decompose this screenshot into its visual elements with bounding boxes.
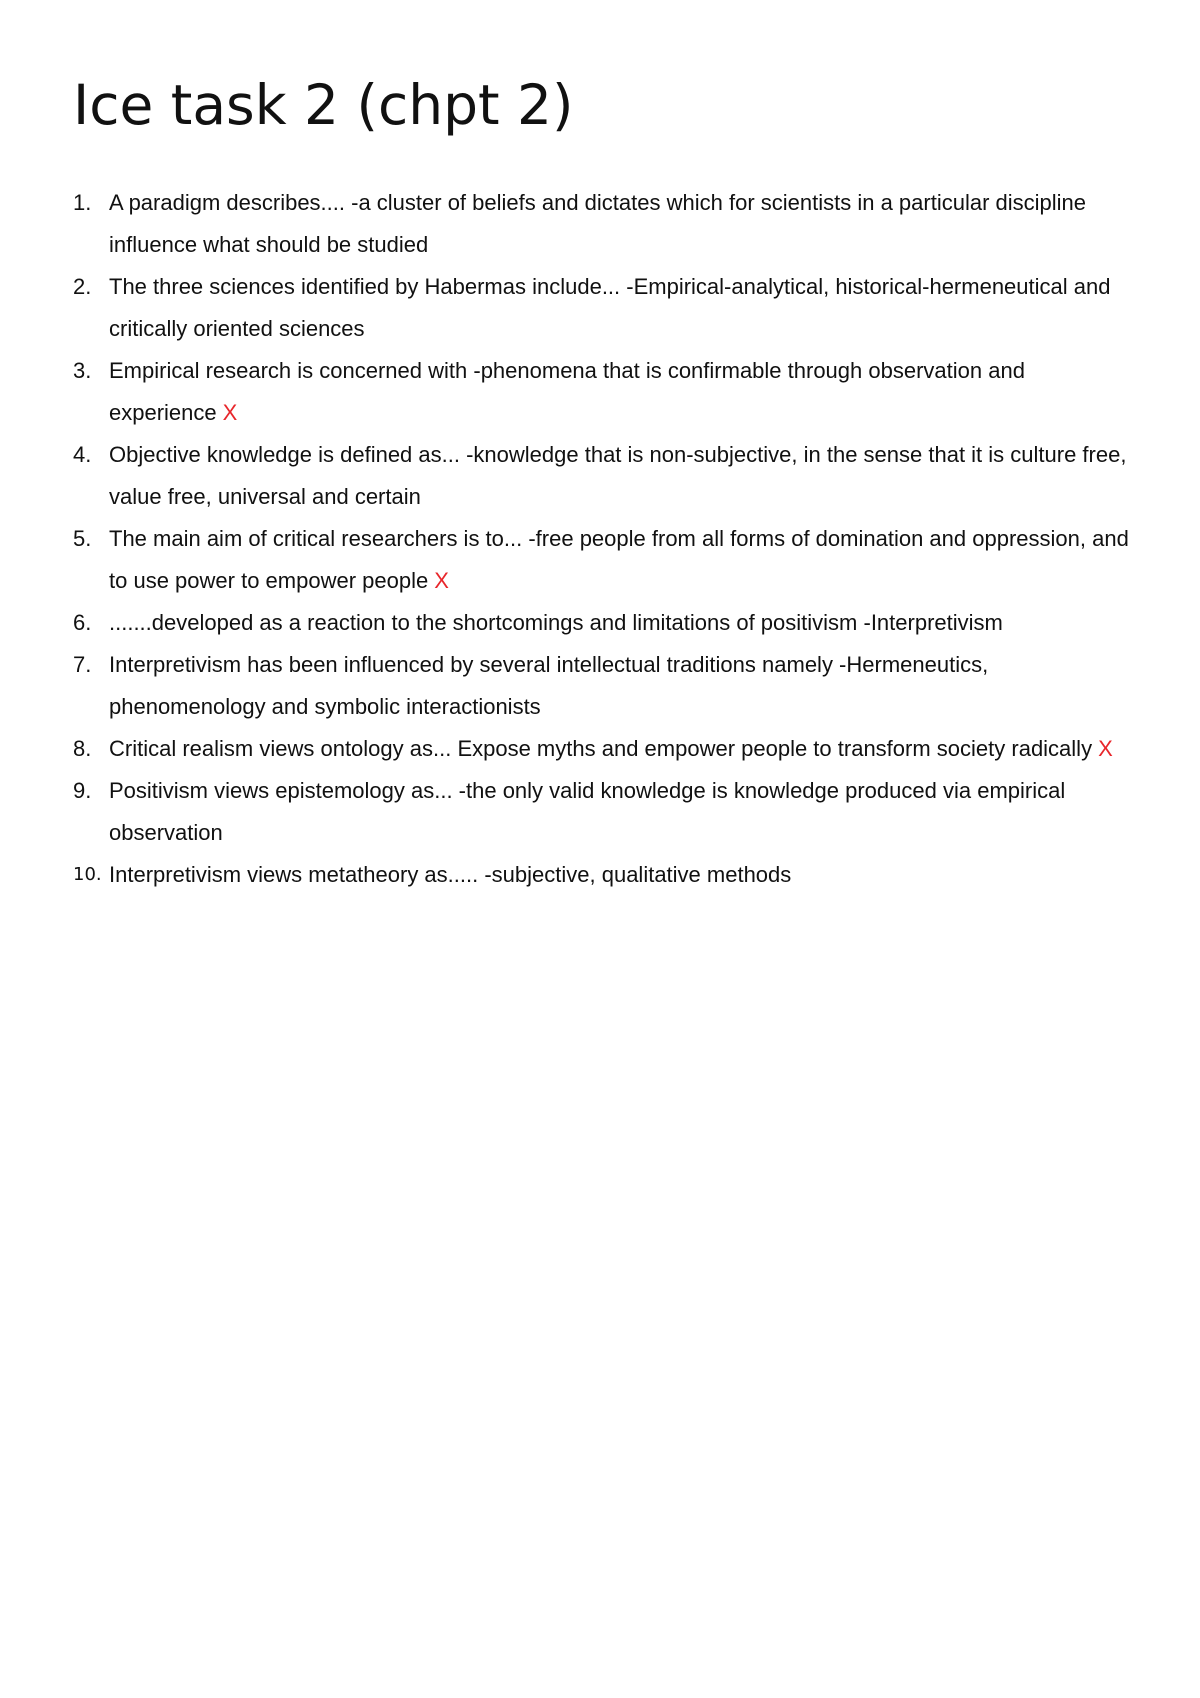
list-item: [73, 728, 1133, 770]
item-text: The main aim of critical researchers is to... -free people from all forms of domination and oppression, and to use power to empower people: [109, 526, 1129, 593]
item-text: Objective knowledge is defined as... -knowledge that is non-subjective, in the sense that it is culture free, value free, universal and certain: [109, 442, 1127, 509]
list-item: [73, 518, 1133, 602]
item-number: 10.: [73, 864, 102, 885]
list-item: [73, 266, 1133, 350]
item-number: 1.: [73, 190, 92, 215]
list-item: [73, 434, 1133, 518]
document-title: Ice task 2 (chpt 2): [73, 73, 574, 137]
item-number: 8.: [73, 736, 92, 761]
item-number: 2.: [73, 274, 92, 299]
item-text: Interpretivism has been influenced by several intellectual traditions namely -Hermeneutics, phenomenology and symbolic interactionists: [109, 652, 989, 719]
item-text: The three sciences identified by Habermas include... -Empirical-analytical, historical-hermeneutical and critically oriented sciences: [109, 274, 1111, 341]
wrong-mark: X: [222, 400, 238, 425]
wrong-mark: X: [1098, 736, 1113, 761]
wrong-mark: X: [434, 568, 449, 593]
list-item: [73, 350, 1133, 434]
item-number: 7.: [73, 652, 92, 677]
list-item: [73, 182, 1133, 266]
item-number: 6.: [73, 610, 92, 635]
item-number: 9.: [73, 778, 92, 803]
item-text: Empirical research is concerned with -phenomena that is confirmable through observation and experience: [109, 358, 1025, 425]
item-text: .......developed as a reaction to the shortcomings and limitations of positivism -Interpretivism: [109, 610, 1003, 635]
item-text: Positivism views epistemology as... -the only valid knowledge is knowledge produced via empirical observation: [109, 778, 1066, 845]
item-number: 5.: [73, 526, 92, 551]
item-number: 3.: [73, 358, 92, 383]
list-item: [73, 770, 1133, 854]
item-text: Critical realism views ontology as... Expose myths and empower people to transform society radically: [109, 736, 1093, 761]
list-item: [73, 602, 1133, 644]
list-item: [73, 854, 1133, 896]
item-number: 4.: [73, 442, 92, 467]
item-text: A paradigm describes.... -a cluster of beliefs and dictates which for scientists in a particular discipline influence what should be studied: [109, 190, 1087, 257]
item-text: Interpretivism views metatheory as..... -subjective, qualitative methods: [109, 862, 792, 887]
question-list: [73, 182, 1133, 896]
list-item: [73, 644, 1133, 728]
